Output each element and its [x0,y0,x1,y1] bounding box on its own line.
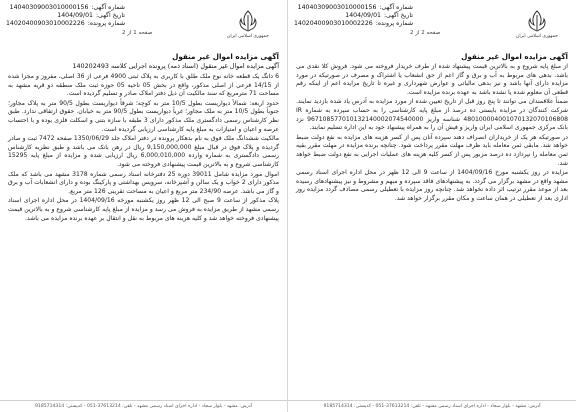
page-footer-address: آدرس: مشهد - بلوار سجاد - اداره اجرای اسناد رسمی مشهد - تلفن: 37613214-051 - کدپستی: 9185714314 [0,400,287,412]
notice-heading: آگهی مزایده اموال غیر منقول [172,52,279,61]
page-header [288,0,576,46]
body-paragraph: اموال مورد مزایده شامل 39011 دوره 25 دفترخانه اسناد رسمی شماره 3178 مشهد می باشد که ملک مذکور دارای 2 خواب و یک سالن و آشپزخانه، سرویس بهداشتی و پارکینگ بوده و دارای انشعابات آب و برق و گاز می باشد. عرصه 234/90 متر مربع و اعیان به مساحت تقریبی 126 متر مربع. [8,170,279,195]
page-number: صفحه 2 از 2 [410,30,441,36]
notice-date-label: تاریخ آگهی: [383,12,413,19]
notice-number: 14040309003010000156 [297,4,377,11]
page-number: صفحه 1 از 2 [122,30,153,36]
emblem-icon [235,9,261,33]
notice-date: 1404/09/01 [345,12,381,19]
emblem-icon [524,9,550,33]
notice-number-label: شماره آگهی: [379,4,413,11]
body-paragraph: در صورتیکه هر یک از خریداران انصراف دهند سپرده آنان پس از کسر هزینه های مزایده به نفع دولت ضبط خواهد شد. مابقی ثمن معامله باید ظرف مهلت مقرر پرداخت شود. چنانچه برنده مزایده در مهلت مقرر بقیه ثمن معامله را نپردازد ده درصد مزبور پس از کسر کلیه هزینه های عملیات اجرایی به نفع دولت ضبط خواهد شد. [296,133,568,167]
body-paragraph: 6 دانگ یک قطعه خانه نوع ملک طلق با کاربری به پلاک ثبتی 4900 فرعی از 36 اصلی، مفروز و مجزا شده از 14/15 فرعی از اصلی مذکور، واقع در بخش 05 ناحیه 05 حوزه ثبت ملک منطقه دو قریه مشهد به مساحت 71 مترمربع که سند مالکیت آن ذیل دفتر املاک صادر و تسلیم گردیده است. [8,73,280,98]
file-number-label: شماره پرونده: [375,20,413,27]
file-number: 14020400903010002226 [294,20,373,27]
notice-subheading: آگهی مزایده اموال غیر منقول (اسناد ذمه) پرونده اجرایی کلاسه 140202493 [72,62,279,70]
emblem-caption: جمهوری اسلامی ایران [516,34,558,39]
body-paragraph: ضمناً علاقمندان می توانند تا پنج روز قبل از تاریخ تعیین شده از مورد مزایده به آدرس یاد شده بازدید نمایند. شرکت کنندگان در مزایده بایستی ده درصد از مبلغ پایه کارشناسی را به حساب سپرده به شماره IR 480100004001070132070106808 شناسه واریز 967108577010132140002074540000 نزد بانک مرکزی جمهوری اسلامی ایران واریز و فیش آن را به همراه پیشنهاد خود به این اداره تسلیم نمایند. [296,98,568,132]
notice-date-label: تاریخ آگهی: [95,12,125,19]
notice-number-label: شماره آگهی: [91,4,125,11]
notice-date: 1404/09/01 [57,12,93,19]
emblem [508,5,566,43]
body-paragraph: مزایده در روز یکشنبه مورخ 1404/09/16 از ساعت 9 الی 12 ظهر در محل اداره اجرای اسناد رسمی مشهد واقع در مشهد برگزار می گردد. به پیشنهادهای فاقد سپرده و مبهم و مشروط و نیز پیشنهادهای رسیده بعد از موعد مقرر ترتیب اثر داده نخواهد شد. چنانچه روز مزایده با تعطیلی رسمی مصادف گردد مزایده روز اداری بعد از تعطیلی در همان ساعت و مکان مقرر برگزار خواهد شد. [296,169,568,202]
body-paragraph: حدود اربعه: شمالاً دیواریست بطول 10/5 متر به کوچه؛ شرقاً دیواریست بطول 90/5 متر به پلاک مجاور؛ جنوباً بطول 10/5 متر به ملک مجاور؛ غرباً دیواریست بطول 90/5 متر به خیابان. حقوق ارتفاقی ندارد. طبق نظر کارشناس رسمی دادگستری ملک مذکور دارای 3 طبقه با سازه بتنی و اسکلت فلزی بوده و با احتساب عرصه و اعیان و امتیازات به مبلغ پایه کارشناسی ارزیابی گردیده است. [8,99,280,133]
body-paragraph: مالکیت ششدانگ ملک فوق به نام بدهکار پرونده در دفتر املاک جلد 1350/06/29 صفحه 7472 ثبت و صادر گردیده و پلاک فوق در قبال مبلغ 9,150,000,000 ریال در رهن بانک می باشد و طبق نظریه کارشناس رسمی دادگستری به شماره وارده 6,000,010,000 ریال ارزیابی شده و مزایده از مبلغ پایه 15295 کارشناسی شروع و به بالاترین قیمت پیشنهادی فروخته می شود. [8,135,280,168]
file-number-label: شماره پرونده: [87,20,125,27]
emblem [219,5,277,43]
page-two [288,0,576,412]
page-footer-address: آدرس: مشهد - بلوار سجاد - اداره اجرای اسناد رسمی مشهد - تلفن: 37613214-051 - کدپستی: 9185714314 [288,400,576,412]
notice-number: 14040309003010000156 [9,4,89,11]
emblem-caption: جمهوری اسلامی ایران [227,34,269,39]
notice-meta [6,4,125,28]
notice-body [288,61,576,204]
body-paragraph: از مبلغ پایه شروع و به بالاترین قیمت پیشنهاد شده از طرف خریدار فروخته می شود. فروش کلا نقدی می باشد. بدهی های مربوط به آب و برق و گاز اعم از حق انشعاب یا اشتراک و مصرف در صورتیکه در مورد مزایده دارای آنها باشد و نیز بدهی مالیاتی و عوارض شهرداری و غیره تا تاریخ مزایده اعم از اینکه رقم قطعی آن معلوم شده یا نشده باشد به عهده برنده مزایده است. [296,63,568,96]
body-paragraph: پلاک مذکور از ساعت 9 صبح الی 12 ظهر روز یکشنبه مورخه 1404/09/16 در محل اداره اجرای اسناد رسمی مشهد از طریق مزایده به فروش می رسد و مزایده از مبلغ پایه کارشناسی شروع و به بالاترین قیمت پیشنهادی فروخته خواهد شد و کلیه هزینه های مربوط به نقل و انتقال بر عهده برنده مزایده می باشد. [8,197,279,222]
file-number: 14020400903010002226 [6,20,85,27]
notice-body [0,71,287,223]
page-header [0,0,287,46]
notice-meta [294,4,413,28]
notice-heading: آگهی مزایده اموال غیر منقول [461,52,568,61]
